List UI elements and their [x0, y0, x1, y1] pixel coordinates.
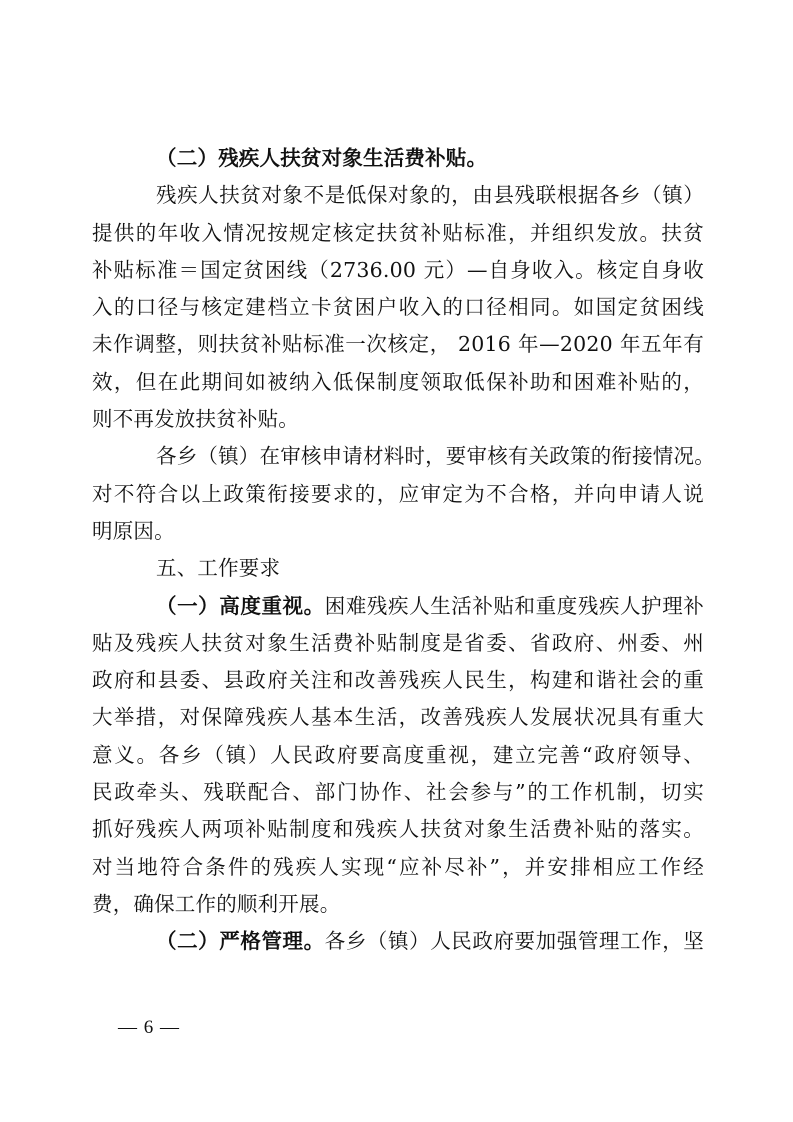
text-run: 五、工作要求	[156, 556, 281, 581]
paragraph-line	[92, 923, 704, 960]
paragraph-line	[92, 476, 704, 513]
text-run: 入的口径与核定建档立卡贫困户收入的口径相同。如国定贫困线	[92, 295, 704, 320]
text-run: 民政牵头、残联配合、部门协作、社会参与”的工作机制，切实	[92, 780, 704, 805]
text-run: 抓好残疾人两项补贴制度和残疾人扶贫对象生活费补贴的落实。	[92, 817, 704, 842]
paragraph-line	[92, 662, 704, 699]
body-text	[92, 140, 715, 961]
page-number: — 6 —	[118, 1017, 180, 1038]
section-heading	[92, 550, 704, 587]
paragraph-line	[92, 438, 715, 475]
paragraph-line	[92, 513, 704, 550]
text-run: 未作调整，则扶贫补贴标准一次核定， 2016 年—2020 年五年有	[92, 332, 704, 357]
text-run: 残疾人扶贫对象不是低保对象的，由县残联根据各乡（镇）	[156, 183, 704, 208]
text-run: 政府和县委、县政府关注和改善残疾人民生，构建和谐社会的重	[92, 668, 704, 693]
text-run: 对不符合以上政策衔接要求的，应审定为不合格，并向申请人说	[92, 481, 704, 506]
paragraph-line	[92, 252, 704, 289]
text-run: 则不再发放扶贫补贴。	[92, 407, 299, 432]
paragraph-line	[92, 774, 704, 811]
text-run: 意义。各乡（镇）人民政府要高度重视，建立完善“政府领导、	[92, 742, 704, 767]
paragraph-line	[92, 401, 704, 438]
paragraph-line	[92, 849, 704, 886]
paragraph-line	[92, 215, 704, 252]
text-run: 困难残疾人生活补贴和重度残疾人护理补	[324, 593, 704, 618]
text-run: 补贴标准＝国定贫困线（2736.00 元）—自身收入。核定自身收	[92, 257, 704, 282]
text-run: 大举措，对保障残疾人基本生活，改善残疾人发展状况具有重大	[92, 705, 704, 730]
paragraph-line	[92, 177, 704, 214]
paragraph-line	[92, 811, 704, 848]
heading-label: （二）残疾人扶贫对象生活费补贴。	[156, 146, 488, 170]
text-run: 对当地符合条件的残疾人实现“应补尽补”，并安排相应工作经	[92, 854, 704, 879]
subheading-2	[92, 140, 704, 177]
paragraph-line	[92, 886, 704, 923]
text-run: 各乡（镇）人民政府要加强管理工作，坚	[324, 929, 704, 954]
paragraph-line	[92, 364, 704, 401]
paragraph-line	[92, 326, 704, 363]
paragraph-line	[92, 588, 704, 625]
paragraph-line	[92, 699, 704, 736]
text-run: 效，但在此期间如被纳入低保制度领取低保补助和困难补贴的，	[92, 369, 704, 394]
paragraph-line	[92, 625, 704, 662]
paragraph-line	[92, 737, 704, 774]
heading-label: （一）高度重视。	[156, 593, 325, 618]
heading-label: （二）严格管理。	[156, 929, 325, 954]
text-run: 明原因。	[92, 518, 175, 543]
text-run: 贴及残疾人扶贫对象生活费补贴制度是省委、省政府、州委、州	[92, 630, 704, 655]
text-run: 各乡（镇）在审核申请材料时，要审核有关政策的衔接情况。	[156, 444, 715, 469]
paragraph-line	[92, 289, 704, 326]
text-run: 提供的年收入情况按规定核定扶贫补贴标准，并组织发放。扶贫	[92, 220, 704, 245]
text-run: 费，确保工作的顺利开展。	[92, 891, 341, 916]
